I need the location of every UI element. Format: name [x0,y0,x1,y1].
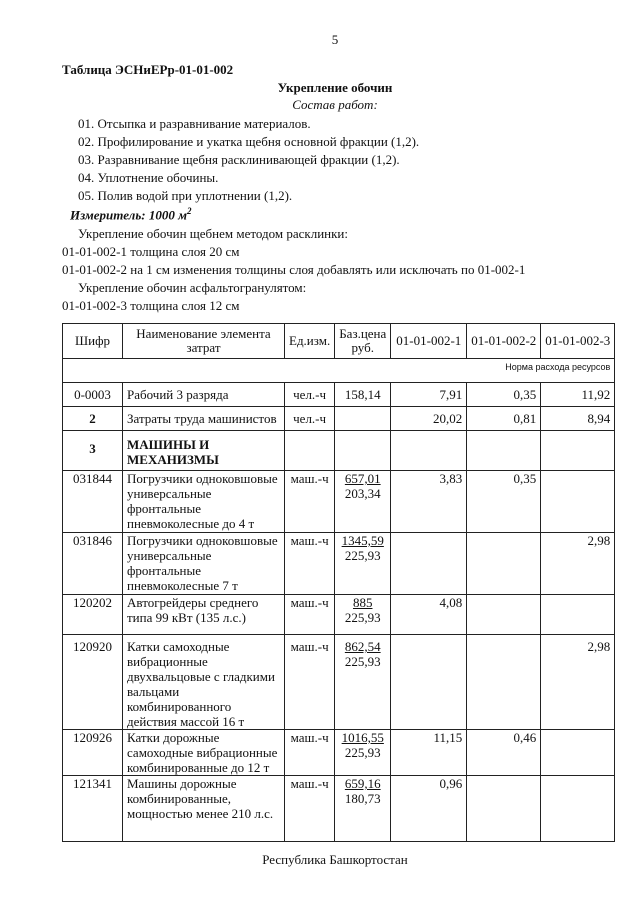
cell-code: 031844 [63,471,123,533]
cell-v2: 0,35 [467,471,541,533]
resource-table [62,323,615,842]
header-unit: Ед.изм. [285,324,335,359]
cell-v2: 0,81 [467,407,541,431]
cell-v1: 3,83 [391,471,467,533]
work-item: 04. Уплотнение обочины. [78,170,219,185]
cell-v3 [541,776,615,842]
table-header-row [63,324,615,359]
measure-unit: Измеритель: 1000 $м^2$ [70,206,192,223]
cell-v1 [391,533,467,595]
cell-v2: 0,46 [467,730,541,776]
cell-v2 [467,533,541,595]
cell-price [335,730,391,776]
cell-code: 120920 [63,635,123,730]
empty-cell [467,431,541,471]
cell-unit: маш.-ч [285,471,335,533]
empty-cell [335,431,391,471]
table-title: Таблица ЭСНиЕРр-01-01-002 [62,62,234,77]
cell-unit: маш.-ч [285,533,335,595]
cell-price [335,635,391,730]
cell-v3: 8,94 [541,407,615,431]
price-base: 225,93 [344,654,381,669]
cell-name: Катки самоходные вибрационные двухвальцовые с гладкими вальцами комбинированного действия массой 16 т [123,635,285,730]
cell-v2 [467,635,541,730]
cell-unit: маш.-ч [285,730,335,776]
price-current: 1016,55 [341,730,384,745]
cell-unit: маш.-ч [285,776,335,842]
machine-row [63,730,615,776]
section-code: 3 [63,431,123,471]
price-base: 225,93 [344,610,381,625]
cell-v3: 2,98 [541,533,615,595]
desc-line: 01-01-002-2 на 1 см изменения толщины слоя добавлять или исключать по 01-002-1 [62,262,526,277]
cell-code: 031846 [63,533,123,595]
cell-code: 121341 [63,776,123,842]
cell-v1 [391,635,467,730]
cell-code: 120926 [63,730,123,776]
machine-row [63,533,615,595]
work-item: 05. Полив водой при уплотнении (1,2). [78,188,293,203]
cell-v3: 2,98 [541,635,615,730]
cell-name: Погрузчики одноковшовые универсальные фронтальные пневмоколесные 7 т [123,533,285,595]
cell-v1: 4,08 [391,595,467,635]
cell-code: 2 [63,407,123,431]
desc-line: 01-01-002-3 толщина слоя 12 см [62,298,240,313]
cell-code: 120202 [63,595,123,635]
cell-unit: чел.-ч [285,383,335,407]
composition-heading: Состав работ: [292,97,378,112]
cell-v3 [541,730,615,776]
price-base: 203,34 [344,486,381,501]
section-row [63,431,615,471]
cell-v1: 11,15 [391,730,467,776]
header-col3: 01-01-002-3 [541,324,615,359]
cell-v2: 0,35 [467,383,541,407]
cell-price [335,776,391,842]
section-name: МАШИНЫ И МЕХАНИЗМЫ [123,431,285,471]
desc-line: 01-01-002-1 толщина слоя 20 см [62,244,240,259]
page-number: 5 [331,32,339,47]
cell-v1: 7,91 [391,383,467,407]
cell-name: Катки дорожные самоходные вибрационные комбинированные до 12 т [123,730,285,776]
header-col1: 01-01-002-1 [391,324,467,359]
empty-cell [285,431,335,471]
price-base: 225,93 [344,548,381,563]
subtitle: Укрепление обочин [277,80,393,95]
cell-name: Затраты труда машинистов [123,407,285,431]
empty-cell [541,431,615,471]
cell-name: Рабочий 3 разряда [123,383,285,407]
cell-name: Автогрейдеры среднего типа 99 кВт (135 л.с.) [123,595,285,635]
price-current: 885 [352,595,373,610]
cell-v3: 11,92 [541,383,615,407]
cell-price [335,533,391,595]
cell-price: 158,14 [335,383,391,407]
price-base: 225,93 [344,745,381,760]
cell-code: 0-0003 [63,383,123,407]
header-code: Шифр [63,324,123,359]
empty-cell [391,431,467,471]
header-name: Наименование элемента затрат [123,324,285,359]
desc-line: Укрепление обочин асфальтогранулятом: [78,280,307,295]
work-item: 01. Отсыпка и разравнивание материалов. [78,116,311,131]
table-row [63,407,615,431]
price-base: 180,73 [344,791,381,806]
cell-v2 [467,776,541,842]
norm-row [63,359,615,383]
cell-price [335,471,391,533]
price-current: 862,54 [344,639,381,654]
header-price: Баз.цена руб. [335,324,391,359]
machine-row [63,471,615,533]
price-current: 659,16 [344,776,381,791]
cell-unit: чел.-ч [285,407,335,431]
cell-unit: маш.-ч [285,635,335,730]
footer-region: Республика Башкортостан [262,852,408,867]
machine-row [63,635,615,730]
cell-v3 [541,471,615,533]
header-col2: 01-01-002-2 [467,324,541,359]
cell-price [335,595,391,635]
cell-name: Машины дорожные комбинированные, мощностью менее 210 л.с. [123,776,285,842]
work-item: 03. Разравнивание щебня расклинивающей фракции (1,2). [78,152,400,167]
cell-v3 [541,595,615,635]
cell-v1: 20,02 [391,407,467,431]
price-current: 1345,59 [341,533,384,548]
price-current: 657,01 [344,471,381,486]
machine-row [63,595,615,635]
table-row [63,383,615,407]
machine-row [63,776,615,842]
cell-price [335,407,391,431]
norm-label: Норма расхода ресурсов [63,359,615,383]
cell-name: Погрузчики одноковшовые универсальные фронтальные пневмоколесные до 4 т [123,471,285,533]
cell-unit: маш.-ч [285,595,335,635]
cell-v1: 0,96 [391,776,467,842]
desc-line: Укрепление обочин щебнем методом расклинки: [78,226,348,241]
work-item: 02. Профилирование и укатка щебня основной фракции (1,2). [78,134,420,149]
cell-v2 [467,595,541,635]
